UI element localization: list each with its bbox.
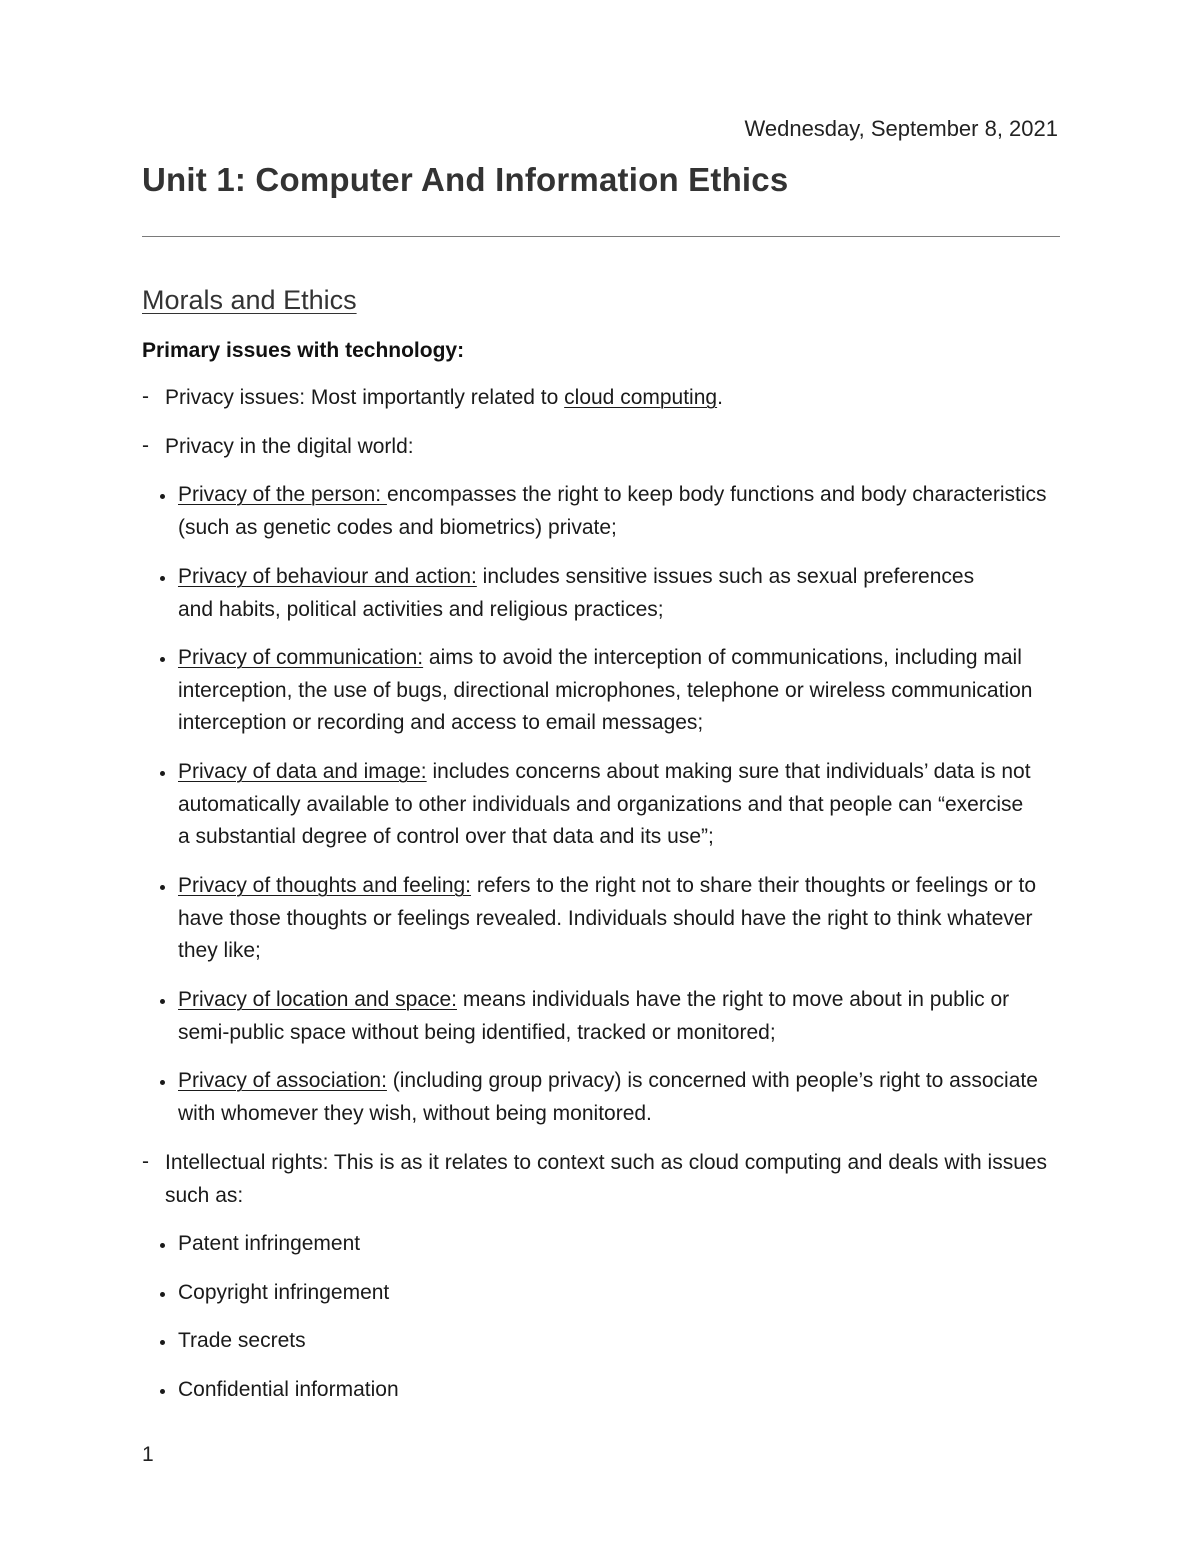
- bullet-marker: [160, 1243, 165, 1248]
- bullet-marker: [160, 1080, 165, 1085]
- term: Privacy of communication:: [178, 646, 424, 669]
- list-item: Copyright infringement: [178, 1281, 390, 1304]
- list-item-privacy-thoughts: [178, 870, 1053, 968]
- term: Privacy of the person:: [178, 483, 387, 506]
- term: Privacy of data and image:: [178, 760, 427, 783]
- title-divider: [142, 236, 1060, 237]
- term: Privacy of thoughts and feeling:: [178, 874, 472, 897]
- bullet-marker: [160, 576, 165, 581]
- bullet-marker: [160, 494, 165, 499]
- bullet-marker: [160, 1292, 165, 1297]
- bullet-marker: [160, 1389, 165, 1394]
- list-item-privacy-data: [178, 756, 1038, 854]
- list-item-privacy-issues: [165, 382, 1045, 415]
- cloud-computing-link: cloud computing: [564, 386, 718, 409]
- list-item: Trade secrets: [178, 1329, 306, 1352]
- privacy-issues-text: Privacy issues: Most importantly related to: [165, 386, 565, 409]
- bullet-marker: [160, 1340, 165, 1345]
- term: Privacy of location and space:: [178, 988, 457, 1011]
- definition: refers to the right not to share their thoughts or feelings or to have those thoughts or feelings revealed. Individuals should have the right to think whatever they like;: [178, 874, 1036, 962]
- bullet-marker: [160, 657, 165, 662]
- page-number: 1: [142, 1443, 154, 1466]
- list-item-intellectual-rights: Intellectual rights: This is as it relates to context such as cloud computing and deals with issues such as:: [165, 1151, 1048, 1207]
- dash-marker: -: [142, 434, 149, 457]
- list-item-privacy-person: [178, 479, 1048, 544]
- definition: encompasses the right to keep body functions and body characteristics (such as genetic codes and biometrics) private;: [178, 483, 1047, 539]
- list-item-privacy-behaviour: [178, 561, 1008, 626]
- list-item-privacy-location: [178, 984, 1038, 1049]
- list-item: Confidential information: [178, 1378, 399, 1401]
- document-date: Wednesday, September 8, 2021: [744, 116, 1058, 141]
- page-title: Unit 1: Computer And Information Ethics: [142, 161, 789, 198]
- definition: includes sensitive issues such as sexual preferences and habits, political activities and religious practices;: [178, 565, 975, 621]
- list-item: Patent infringement: [178, 1232, 361, 1255]
- list-item-privacy-digital: Privacy in the digital world:: [165, 435, 414, 458]
- definition: (including group privacy) is concerned with people’s right to associate with whomever they wish, without being monitored.: [178, 1069, 1038, 1125]
- dash-marker: -: [142, 1150, 149, 1173]
- section-heading: Morals and Ethics: [142, 285, 357, 315]
- dash-marker: -: [142, 385, 149, 408]
- definition: means individuals have the right to move about in public or semi-public space without being identified, tracked or monitored;: [178, 988, 1010, 1044]
- term: Privacy of behaviour and action:: [178, 565, 477, 588]
- subheading: Primary issues with technology:: [142, 339, 465, 362]
- list-item-privacy-communication: [178, 642, 1053, 740]
- bullet-marker: [160, 999, 165, 1004]
- bullet-marker: [160, 885, 165, 890]
- definition: aims to avoid the interception of communications, including mail interception, the use of bugs, directional microphones, telephone or wireless communication interception or recording and access to email messages;: [178, 646, 1033, 734]
- definition: includes concerns about making sure that individuals’ data is not automatically available to other individuals and organizations and that people can “exercise a substantial degree of control over that data and its use”;: [178, 760, 1031, 848]
- list-item-privacy-association: [178, 1065, 1058, 1130]
- bullet-marker: [160, 771, 165, 776]
- privacy-issues-suffix: .: [717, 386, 723, 409]
- term: Privacy of association:: [178, 1069, 387, 1092]
